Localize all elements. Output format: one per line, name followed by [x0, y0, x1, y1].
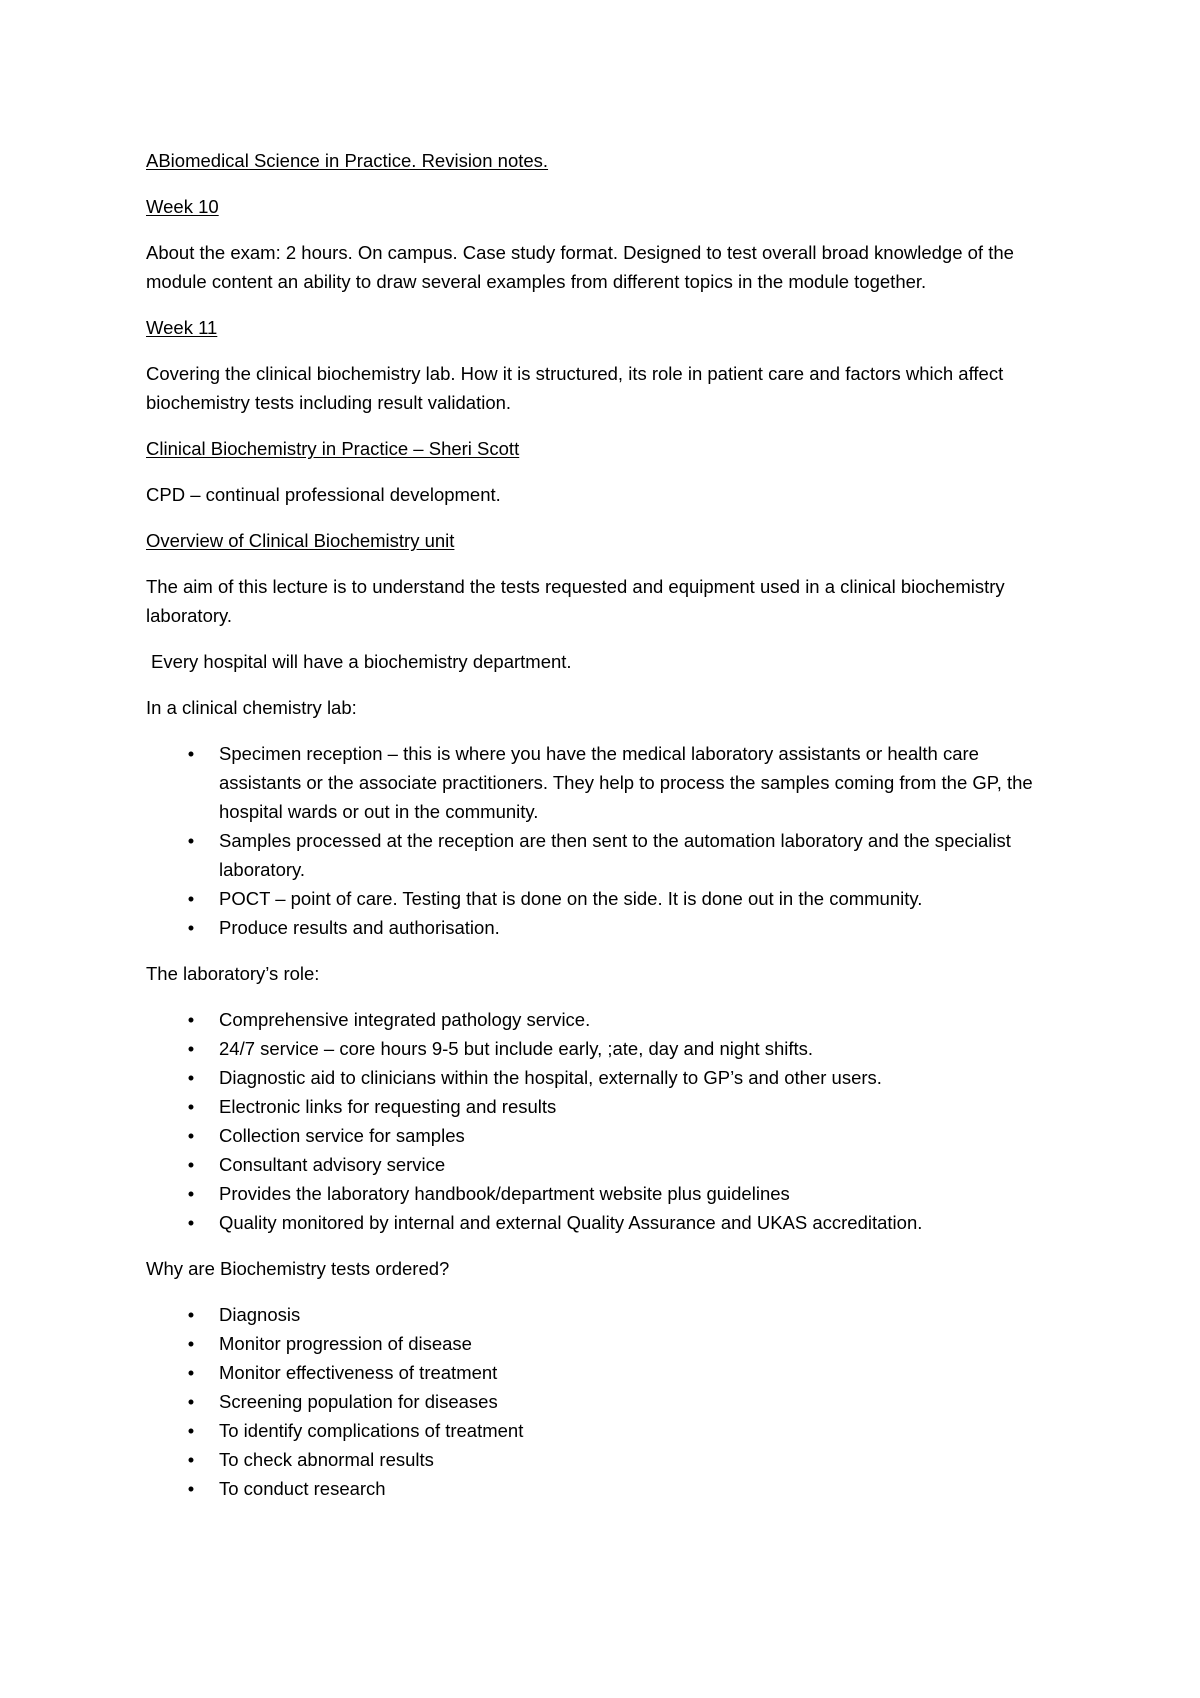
list-item-text: Samples processed at the reception are then sent to the automation laboratory and the specialist laboratory.	[219, 830, 1011, 880]
list-item	[187, 913, 1066, 942]
document-title: ABiomedical Science in Practice. Revision notes.	[146, 150, 549, 171]
bullet-icon: •	[187, 830, 195, 851]
list-item-text: Diagnostic aid to clinicians within the hospital, externally to GP’s and other users.	[219, 1067, 882, 1088]
bullet-icon: •	[187, 1096, 195, 1117]
list-item	[187, 739, 1066, 826]
bullet-icon: •	[187, 1125, 195, 1146]
list-item-text: Monitor progression of disease	[219, 1333, 472, 1354]
bullet-icon: •	[187, 743, 195, 764]
list-item-text: Collection service for samples	[219, 1125, 465, 1146]
role-list	[146, 1005, 1066, 1237]
lab-intro: In a clinical chemistry lab:	[146, 697, 357, 718]
bullet-icon: •	[187, 1449, 195, 1470]
role-intro: The laboratory’s role:	[146, 963, 320, 984]
bullet-icon: •	[187, 1333, 195, 1354]
list-item-text: Diagnosis	[219, 1304, 301, 1325]
cpd-paragraph: CPD – continual professional development.	[146, 484, 501, 505]
list-item-text: To check abnormal results	[219, 1449, 434, 1470]
bullet-icon: •	[187, 1183, 195, 1204]
bullet-icon: •	[187, 888, 195, 909]
hospital-paragraph: Every hospital will have a biochemistry department.	[151, 651, 572, 672]
week10-heading: Week 10	[146, 196, 219, 217]
list-item	[187, 1121, 1066, 1150]
list-item	[187, 1092, 1066, 1121]
why-list	[146, 1300, 1066, 1503]
week11-heading: Week 11	[146, 317, 218, 338]
bullet-icon: •	[187, 1362, 195, 1383]
list-item-text: To identify complications of treatment	[219, 1420, 524, 1441]
list-item-text: Electronic links for requesting and results	[219, 1096, 557, 1117]
list-item-text: To conduct research	[219, 1478, 386, 1499]
overview-heading: Overview of Clinical Biochemistry unit	[146, 530, 455, 551]
list-item	[187, 884, 1066, 913]
list-item-text: Produce results and authorisation.	[219, 917, 500, 938]
list-item-text: 24/7 service – core hours 9-5 but include early, ;ate, day and night shifts.	[219, 1038, 814, 1059]
list-item-text: Screening population for diseases	[219, 1391, 498, 1412]
lab-list	[146, 739, 1066, 942]
list-item	[187, 1179, 1066, 1208]
aim-paragraph: The aim of this lecture is to understand the tests requested and equipment used in a clinical biochemistry laboratory.	[146, 576, 1005, 626]
bullet-icon: •	[187, 1304, 195, 1325]
bullet-icon: •	[187, 1420, 195, 1441]
list-item	[187, 1034, 1066, 1063]
list-item	[187, 1329, 1066, 1358]
list-item	[187, 1416, 1066, 1445]
list-item-text: POCT – point of care. Testing that is done on the side. It is done out in the community.	[219, 888, 923, 909]
lecture-heading: Clinical Biochemistry in Practice – Sheri Scott	[146, 438, 520, 459]
list-item	[187, 1387, 1066, 1416]
list-item	[187, 1208, 1066, 1237]
bullet-icon: •	[187, 917, 195, 938]
list-item	[187, 1358, 1066, 1387]
list-item	[187, 1474, 1066, 1503]
week11-paragraph: Covering the clinical biochemistry lab. How it is structured, its role in patient care and factors which affect biochemistry tests including result validation.	[146, 363, 1004, 413]
bullet-icon: •	[187, 1067, 195, 1088]
list-item-text: Comprehensive integrated pathology service.	[219, 1009, 591, 1030]
bullet-icon: •	[187, 1154, 195, 1175]
list-item	[187, 1005, 1066, 1034]
list-item	[187, 1445, 1066, 1474]
list-item-text: Monitor effectiveness of treatment	[219, 1362, 498, 1383]
bullet-icon: •	[187, 1391, 195, 1412]
list-item	[187, 1150, 1066, 1179]
bullet-icon: •	[187, 1038, 195, 1059]
list-item-text: Provides the laboratory handbook/department website plus guidelines	[219, 1183, 790, 1204]
bullet-icon: •	[187, 1478, 195, 1499]
document-page	[146, 146, 1066, 1520]
exam-paragraph: About the exam: 2 hours. On campus. Case study format. Designed to test overall broad knowledge of the module content an ability to draw several examples from different topics in the module together.	[146, 242, 1014, 292]
list-item	[187, 1300, 1066, 1329]
bullet-icon: •	[187, 1212, 195, 1233]
why-intro: Why are Biochemistry tests ordered?	[146, 1258, 450, 1279]
bullet-icon: •	[187, 1009, 195, 1030]
list-item-text: Quality monitored by internal and external Quality Assurance and UKAS accreditation.	[219, 1212, 923, 1233]
list-item-text: Specimen reception – this is where you have the medical laboratory assistants or health care assistants or the associate practitioners. They help to process the samples coming from the GP, the hospital wards or out in the community.	[219, 743, 1033, 822]
list-item	[187, 826, 1066, 884]
list-item	[187, 1063, 1066, 1092]
list-item-text: Consultant advisory service	[219, 1154, 446, 1175]
